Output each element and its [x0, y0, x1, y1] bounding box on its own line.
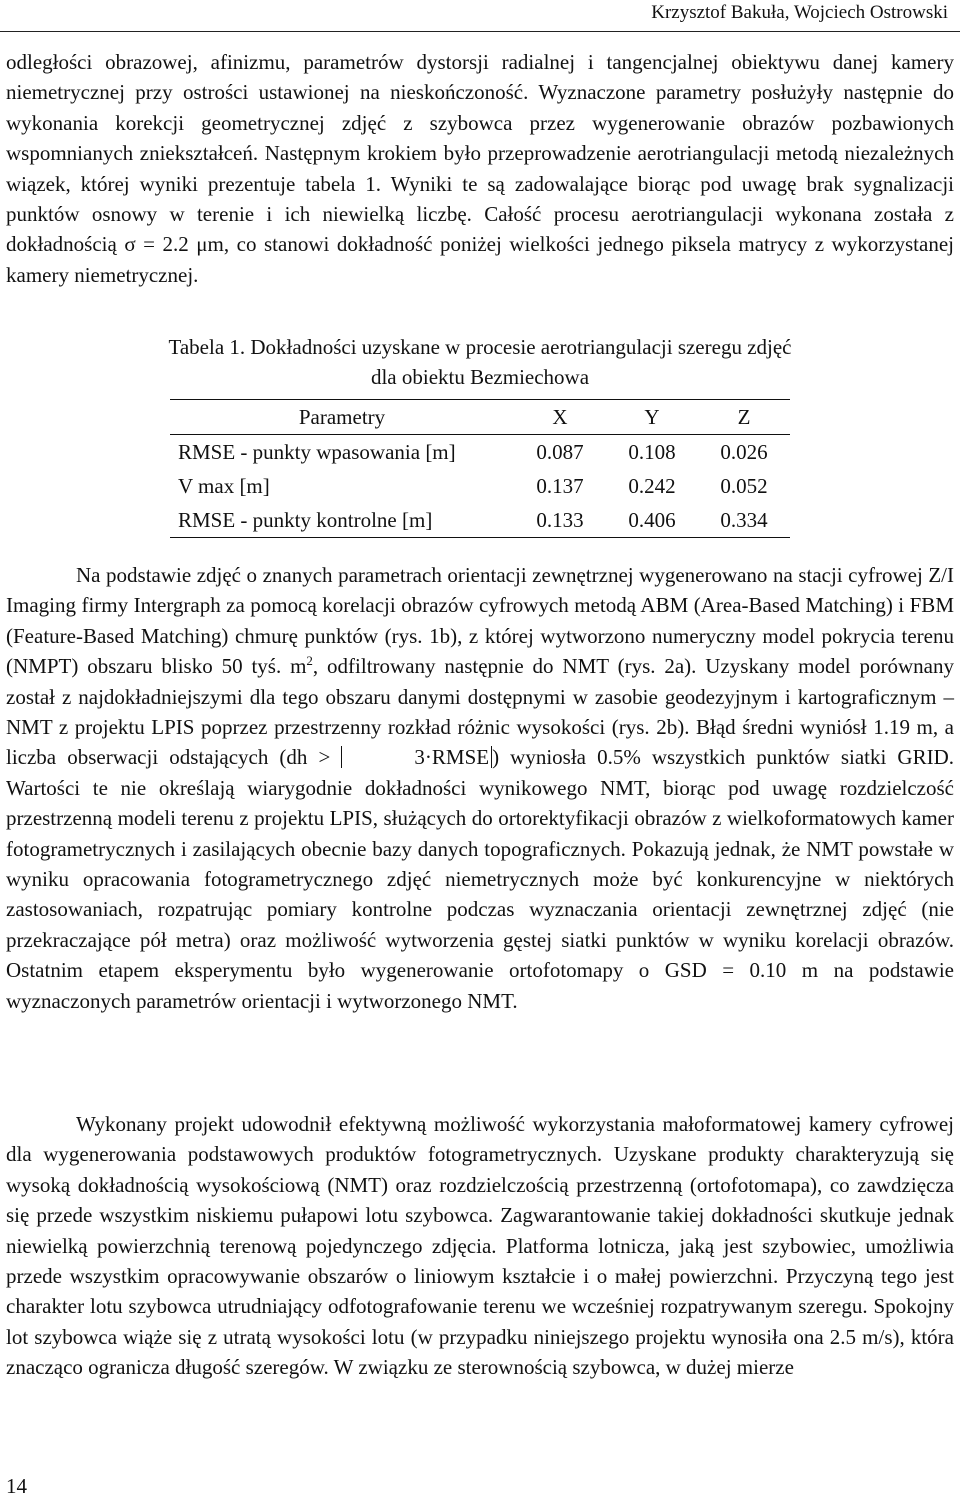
header-rule — [0, 31, 960, 32]
header-y: Y — [606, 400, 698, 435]
paragraph-3: Wykonany projekt udowodnił efektywną możliwość wykorzystania małoformatowej kamery cyfrowej dla wygenerowania podstawowych produktów fotogrametrycznych. Uzyskane produkty charakteryzują się wysoką dokładnością wysokościową (NMT) oraz rozdzielczością przestrzenną (ortofotomapa), co zawdzięcza się przede wszystkim niskiemu pułapowi lotu szybowca. Zagwarantowanie takiej dokładności skutkuje jednak niewielką powierzchnią terenową pojedynczego zdjęcia. Platforma lotnicza, jaką jest szybowiec, umożliwia przede wszystkim opracowywanie obszarów o liniowym kształcie i o małej powierzchni. Przyczyną tego jest charakter lotu szybowca utrudniający odfotografowanie terenu we wcześniej rozpatrywanym szeregu. Spokojny lot szybowca wiąże się z utratą wysokości lotu (w przypadku niniejszego projektu wynosiła ona 2.5 m/s), która znacząco ogranicza długość szeregów. W związku ze sterownością szybowca, w dużej mierze — [6, 1112, 954, 1380]
paragraph-2-part-c: ) wyniosła 0.5% wszystkich punktów siatki GRID. Wartości te nie określają wiarygodnie dokładności wynikowego NMT, biorąc pod uwagę rozdzielczość przestrzenną modeli terenu z projektu LPIS, służących do ortorektyfikacji obrazów z wielkoformatowych kamer fotogrametrycznych i zasilających obecnie bazy danych topograficznych. Pokazują jednak, że NMT powstałe w wyniku opracowania fotogrametrycznego zdjęć niemetrycznych może być konkurencyjne w niektórych zastosowaniach, rozpatrując pomiary kontrolne podczas wyznaczania orientacji zewnętrznej zdjęć (nie przekraczające pół metra) oraz możliwość wytworzenia gęstej siatki punktów w wyniku korelacji obrazów. Ostatnim etapem eksperymentu było wygenerowanie ortofotomapy o GSD = 0.10 m na podstawie wyznaczonych parametrów orientacji i wytworzonego NMT. — [6, 745, 954, 1013]
cell-y: 0.242 — [628, 474, 676, 498]
page-number: 14 — [6, 1474, 27, 1498]
table-caption-line-1: Tabela 1. Dokładności uzyskane w procesie aerotriangulacji szeregu zdjęć — [168, 335, 792, 359]
paragraph-2-part-b: , odfiltrowany następnie do NMT (rys. 2a). Uzyskany model porównany został z najdokładniejszymi dla tego obszaru danymi dostępnymi w zasobie geodezyjnym i kartograficznym – NMT z projektu LPIS poprzez przestrzenny rozkład różnic wysokości (rys. 2b). Błąd średni wyniósł 1.19 m, a liczba obserwacji odstających (dh > — [6, 654, 954, 770]
accuracy-table — [170, 399, 790, 538]
paragraph-1: odległości obrazowej, afinizmu, parametrów dystorsji radialnej i tangencjalnej obiektywu danej kamery niemetrycznej przy ostrości ustawionej na nieskończoność. Wyznaczone parametry posłużyły następnie do wykonania korekcji geometrycznej zdjęć z szybowca przez wygenerowanie obrazów pozbawionych wspomnianych zniekształceń. Następnym krokiem było przeprowadzenie aerotriangulacji metodą niezależnych wiązek, której wyniki prezentuje tabela 1. Wyniki te są zadowalające biorąc pod uwagę brak sygnalizacji punktów osnowy w terenie i ich niewielką liczbę. Całość procesu aerotriangulacji wykonana została z dokładnością σ = 2.2 μm, co stanowi dokładność poniżej wielkości jednego piksela matrycy z wykorzystanej kamery niemetrycznej. — [6, 50, 954, 287]
cell-x: 0.087 — [536, 440, 584, 464]
table-row — [170, 469, 790, 503]
table-row — [170, 435, 790, 470]
superscript-2: 2 — [306, 653, 313, 669]
header-x: X — [514, 400, 606, 435]
cell-z: 0.026 — [720, 440, 768, 464]
row-label: V max [m] — [178, 474, 270, 498]
cell-x: 0.133 — [514, 503, 606, 538]
table-caption-line-2: dla obiektu Bezmiechowa — [370, 365, 590, 389]
cell-z: 0.334 — [698, 503, 790, 538]
cell-y: 0.406 — [606, 503, 698, 538]
header-z: Z — [698, 400, 790, 435]
table-header-row — [170, 400, 790, 435]
cell-z: 0.052 — [720, 474, 768, 498]
row-label: RMSE - punkty wpasowania [m] — [178, 440, 456, 464]
paragraph-2 — [6, 560, 954, 1016]
cell-y: 0.108 — [628, 440, 676, 464]
paragraph-2-part-a: Na podstawie zdjęć o znanych parametrach orientacji zewnętrznej wygenerowano na stacji cyfrowej Z/I Imaging firmy Intergraph za pomocą korelacji obrazów cyfrowych metodą ABM (Area-Based Matching) i FBM (Feature-Based Matching) chmurę punktów (rys. 1b), z której wytworzono numeryczny model pokrycia terenu (NMPT) obszaru blisko 50 tyś. m — [6, 563, 954, 679]
running-head: Krzysztof Bakuła, Wojciech Ostrowski — [651, 2, 948, 23]
header-parametry: Parametry — [170, 400, 514, 435]
table-row — [170, 503, 790, 538]
cell-x: 0.137 — [536, 474, 584, 498]
absolute-value-expression: 3·RMSE — [341, 746, 492, 768]
row-label: RMSE - punkty kontrolne [m] — [170, 503, 514, 538]
